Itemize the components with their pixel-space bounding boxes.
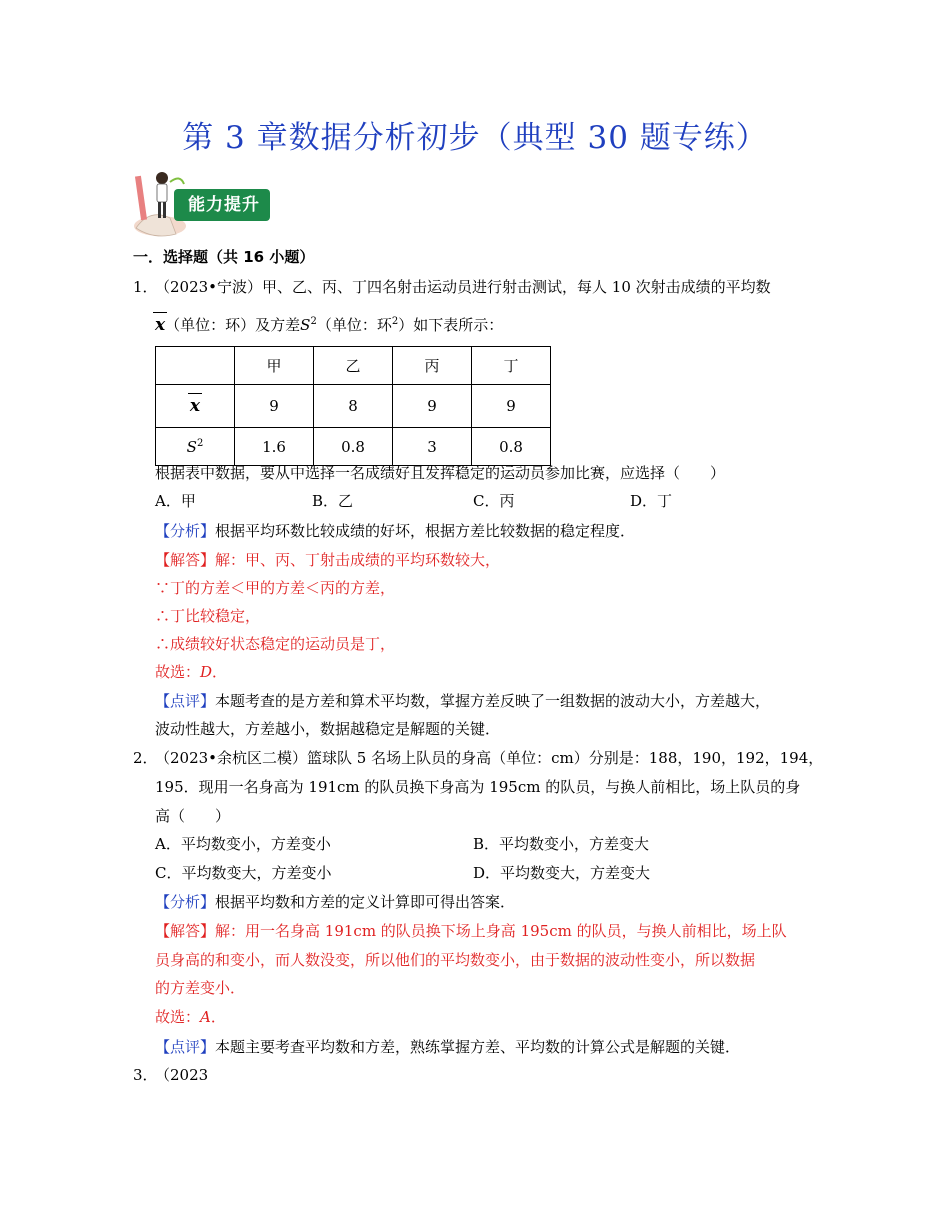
table-cell: 3 [393, 428, 472, 466]
q2-stem-line1: （2023•余杭区二模）篮球队 5 名场上队员的身高（单位：cm）分别是：188，190，192，194， [155, 749, 824, 767]
q2-option-d: D．平均数变大，方差变大 [473, 864, 651, 882]
q1-solution-line: ∴成绩较好状态稳定的运动员是丁， [155, 635, 396, 653]
table-cell: 0.8 [472, 428, 551, 466]
table-header-cell: 丁 [472, 347, 551, 385]
q1-option-b: B．乙 [312, 492, 354, 510]
table-cell: 9 [235, 385, 314, 428]
q2-option-b: B．平均数变小，方差变大 [473, 835, 650, 853]
q2-option-c: C．平均数变大，方差变小 [155, 864, 332, 882]
q2-stem-line3: 高（ ） [155, 807, 231, 825]
table-cell: 9 [393, 385, 472, 428]
table-row [156, 428, 551, 466]
q2-answer: 故选：A． [155, 1008, 226, 1026]
table-row [156, 385, 551, 428]
q1-comment-line2: 波动性越大，方差越小，数据越稳定是解题的关键． [155, 720, 501, 738]
table-header-cell [156, 347, 235, 385]
q1-answer: 故选：D． [155, 663, 228, 681]
q2-stem-line2: 195．现用一名身高为 191cm 的队员换下身高为 195cm 的队员，与换人前相比，场上队员的身 [155, 778, 801, 796]
table-cell: 8 [314, 385, 393, 428]
q2-comment: 【点评】本题主要考查平均数和方差，熟练掌握方差、平均数的计算公式是解题的关键． [155, 1038, 741, 1056]
row-label-mean: x [156, 385, 235, 428]
table-cell: 1.6 [235, 428, 314, 466]
q1-option-a: A．甲 [155, 492, 196, 510]
section-heading: 一．选择题（共 16 小题） [133, 248, 315, 266]
badge-label: 能力提升 [174, 189, 270, 221]
results-table [155, 346, 551, 466]
q1-option-c: C．丙 [473, 492, 515, 510]
table-cell: 9 [472, 385, 551, 428]
q1-number: 1． [133, 278, 158, 296]
ability-badge [130, 168, 290, 240]
q2-solution-line: 员身高的和变小，而人数没变，所以他们的平均数变小，由于数据的波动性变小，所以数据 [155, 951, 756, 969]
q1-question: 根据表中数据，要从中选择一名成绩好且发挥稳定的运动员参加比赛，应选择（ ） [155, 464, 726, 482]
q1-solution-line: 【解答】解：甲、丙、丁射击成绩的平均环数较大， [155, 551, 501, 569]
q1-option-d: D．丁 [630, 492, 673, 510]
table-header-cell: 甲 [235, 347, 314, 385]
q2-option-a: A．平均数变小，方差变小 [155, 835, 331, 853]
q1-solution-line: ∵丁的方差＜甲的方差＜丙的方差， [155, 579, 396, 597]
mean-symbol: x [155, 315, 166, 335]
q2-solution-line: 的方差变小． [155, 979, 246, 997]
table-cell: 0.8 [314, 428, 393, 466]
q2-solution-line: 【解答】解：用一名身高 191cm 的队员换下场上身高 195cm 的队员，与换人前相比，场上队 [155, 922, 787, 940]
row-label-variance: $S^2$ [156, 428, 235, 466]
page-title: 第 3 章数据分析初步（典型 30 题专练） [182, 120, 768, 156]
table-header-cell: 丙 [393, 347, 472, 385]
q2-number: 2． [133, 749, 158, 767]
table-header-cell: 乙 [314, 347, 393, 385]
q1-stem-line2: x（单位：环）及方差$S^2$（单位：环$^2$）如下表所示： [155, 315, 504, 335]
q2-analysis: 【分析】根据平均数和方差的定义计算即可得出答案． [155, 893, 516, 911]
q3-stem: （2023 [155, 1066, 209, 1084]
q1-stem-line1: （2023•宁波）甲、乙、丙、丁四名射击运动员进行射击测试，每人 10 次射击成绩的平均数 [155, 278, 771, 296]
q1-comment: 【点评】本题考查的是方差和算术平均数，掌握方差反映了一组数据的波动大小，方差越大， [155, 692, 771, 710]
q1-solution-line: ∴丁比较稳定， [155, 607, 261, 625]
table-header-row [156, 347, 551, 385]
q1-analysis: 【分析】根据平均环数比较成绩的好坏，根据方差比较数据的稳定程度． [155, 522, 636, 540]
q3-number: 3． [133, 1066, 158, 1084]
